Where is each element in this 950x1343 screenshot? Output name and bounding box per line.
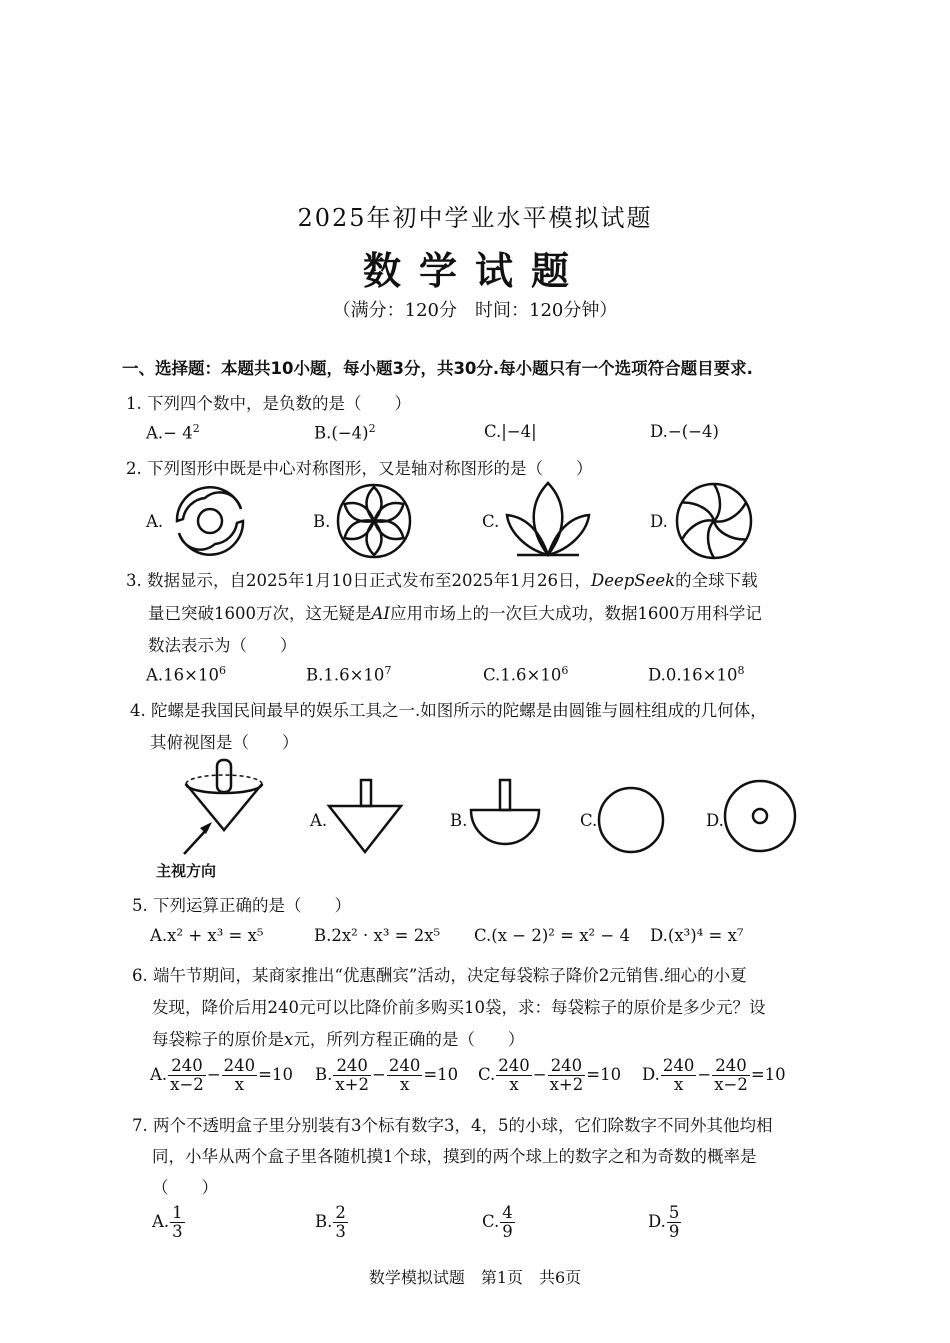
q3-option-c: $C.1.6\times 10^6$ (483, 664, 569, 685)
q2-option-b-label: B. (313, 512, 331, 531)
q5-option-c: C.(x − 2)² = x² − 4 (474, 926, 630, 945)
q2-figure-c (503, 479, 593, 561)
q3-line2: 量已突破1600万次，这无疑是AI应用市场上的一次巨大成功，数据1600万用科学记 (148, 604, 762, 623)
section-heading: 一、选择题：本题共10小题，每小题3分，共30分.每小题只有一个选项符合题目要求. (122, 359, 753, 378)
q3-option-d: $D.0.16\times 10^8$ (648, 664, 745, 685)
q2-figure-d (674, 481, 754, 561)
q4-line1: 4. 陀螺是我国民间最早的娱乐工具之一.如图所示的陀螺是由圆锥与圆柱组成的几何体， (130, 701, 767, 720)
q7-line3: （ ） (152, 1178, 218, 1197)
exam-supertitle: 2025年初中学业水平模拟试题 (297, 204, 653, 232)
q2-option-a-label: A. (146, 512, 164, 531)
page-footer: 数学模拟试题 第1页 共6页 (368, 1268, 582, 1287)
q3-option-a: $A.16\times 10^6$ (146, 664, 226, 685)
q7-option-d: D. $\frac{5}{9}$ (648, 1203, 680, 1242)
q5-option-b: B.2x² · x³ = 2x⁵ (314, 926, 441, 945)
q7-option-a: A. $\frac{1}{3}$ (152, 1203, 183, 1242)
q3-option-b: $B.1.6\times 10^7$ (306, 664, 392, 685)
q3-line3: 数法表示为（ ） (148, 636, 297, 655)
exam-title: 数学试题 (362, 248, 587, 293)
q4-line2: 其俯视图是（ ） (150, 733, 299, 752)
q6-line3: 每袋粽子的原价是x元，所列方程正确的是（ ） (152, 1030, 525, 1049)
q1-option-b: $B.(-4)^2$ (314, 422, 376, 443)
q7-option-b: B. $\frac{2}{3}$ (315, 1203, 346, 1242)
q7-line1: 7. 两个不透明盒子里分别装有3个标有数字3，4，5的小球，它们除数字不同外其他均相 (132, 1116, 773, 1135)
q4-top-figure (150, 758, 280, 858)
q4-figure-c (595, 784, 667, 856)
q6-option-c: C. $\frac{240}{x}$ − $\frac{240}{x+2}$ =10 (478, 1056, 622, 1095)
q6-option-b: B. $\frac{240}{x+2}$ − $\frac{240}{x}$ =10 (315, 1056, 459, 1095)
q4-figure-b (465, 778, 545, 858)
q7-option-c: C. $\frac{4}{9}$ (482, 1203, 513, 1242)
q1-option-c: C.|−4| (484, 422, 537, 441)
q2-option-d-label: D. (650, 512, 668, 531)
q1-stem: 1. 下列四个数中，是负数的是（ ） (126, 394, 411, 413)
q1-option-d: D.−(−4) (650, 422, 719, 441)
q1-option-a: $A.- 4^2$ (146, 422, 200, 443)
q3-line1: 3. 数据显示，自2025年1月10日正式发布至2025年1月26日，DeepSeek的全球下载 (126, 571, 758, 590)
q4-option-d-label: D. (706, 811, 724, 830)
q6-option-d: D. $\frac{240}{x}$ − $\frac{240}{x-2}$ =10 (642, 1056, 786, 1095)
q4-option-c-label: C. (580, 811, 598, 830)
exam-meta: （满分：120分 时间：120分钟） (332, 300, 618, 321)
q5-option-a: A.x² + x³ = x⁵ (150, 926, 264, 945)
q4-figure-a (325, 778, 405, 858)
q5-option-d: D.(x³)⁴ = x⁷ (650, 926, 744, 945)
q4-figure-d (722, 778, 798, 854)
q6-option-a: A. $\frac{240}{x-2}$ − $\frac{240}{x}$ =10 (150, 1056, 293, 1095)
q4-option-a-label: A. (310, 811, 328, 830)
q6-line1: 6. 端午节期间，某商家推出“优惠酬宾”活动，决定每袋粽子降价2元销售.细心的小夏 (132, 966, 747, 985)
q2-stem: 2. 下列图形中既是中心对称图形，又是轴对称图形的是（ ） (126, 459, 593, 478)
q2-option-c-label: C. (482, 512, 500, 531)
q6-line2: 发现，降价后用240元可以比降价前多购买10袋，求：每袋粽子的原价是多少元？设 (152, 998, 766, 1017)
q2-figure-b (334, 481, 414, 561)
q4-option-b-label: B. (450, 811, 468, 830)
q7-line2: 同，小华从两个盒子里各随机摸1个球，摸到的两个球上的数字之和为奇数的概率是 (152, 1147, 757, 1166)
q4-caption: 主视方向 (156, 862, 217, 880)
q2-figure-a (165, 481, 255, 561)
q5-stem: 5. 下列运算正确的是（ ） (132, 896, 351, 915)
